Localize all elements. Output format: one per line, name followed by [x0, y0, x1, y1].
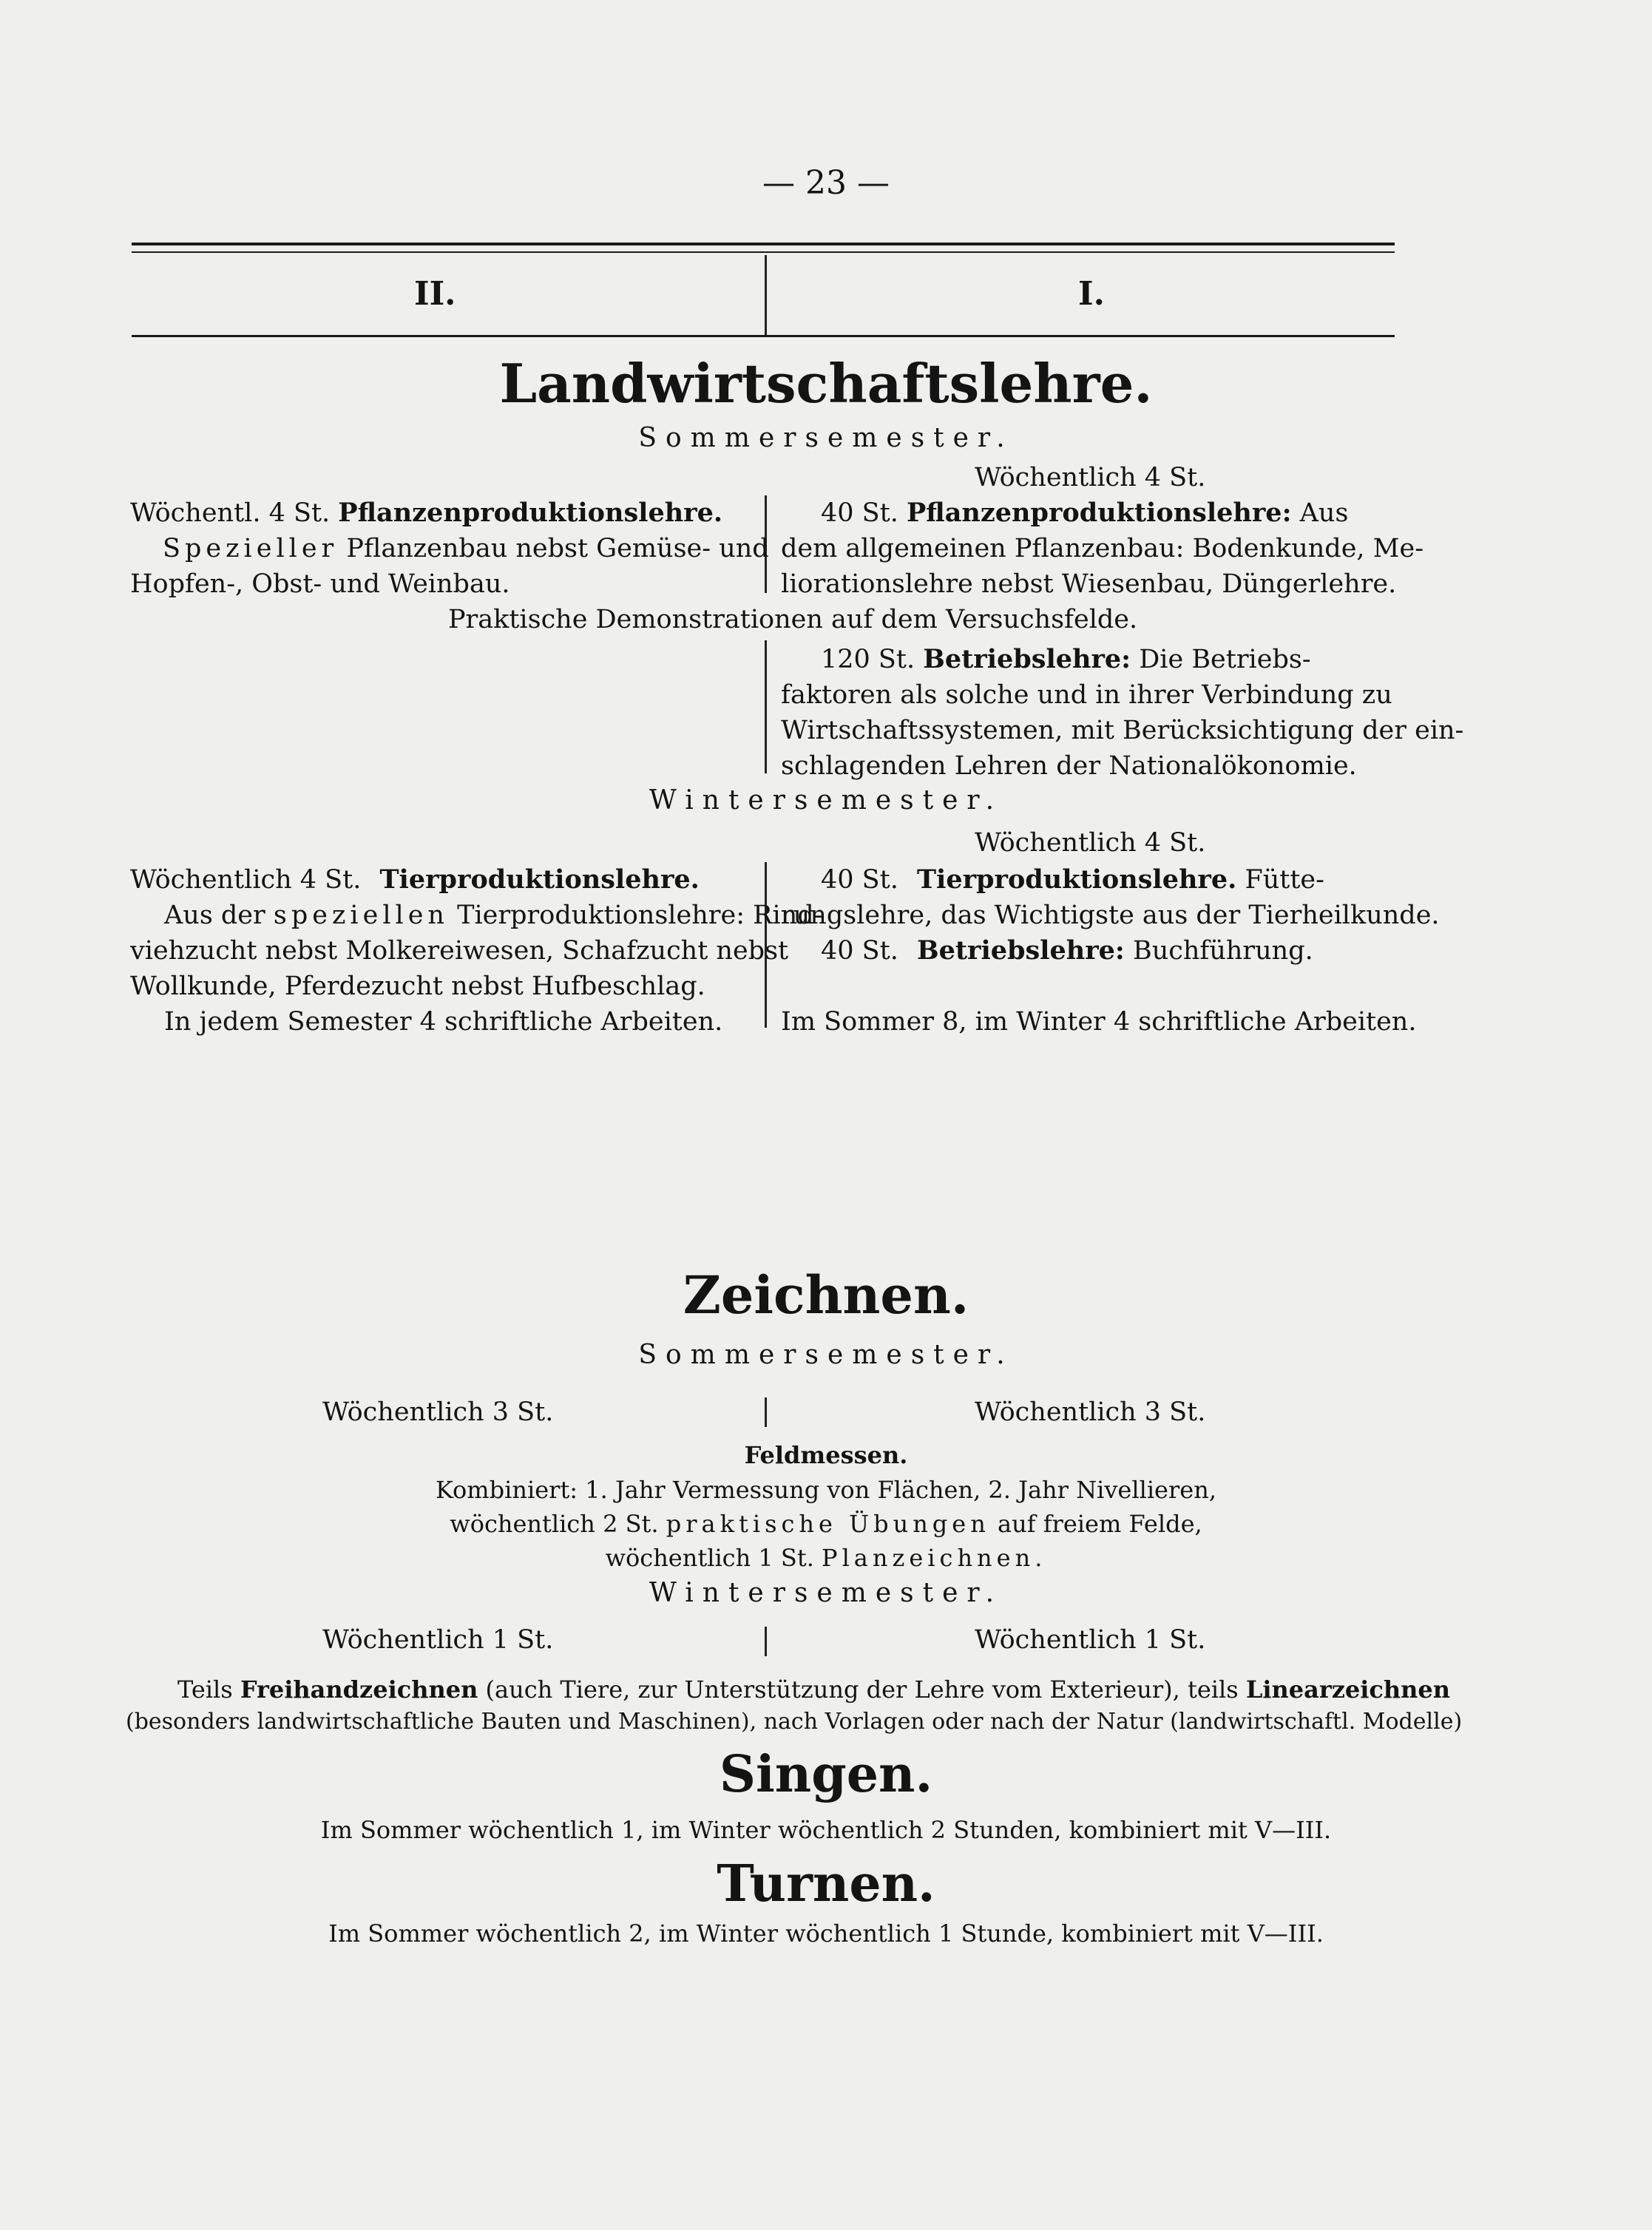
top-rule-thick: [132, 243, 1395, 245]
winter-right-line2: rungslehre, das Wichtigste aus der Tierheilkunde.: [781, 901, 1440, 930]
section-title-landwirtschaftslehre: Landwirtschaftslehre.: [499, 352, 1153, 415]
sommer-right-line2: dem allgemeinen Pflanzenbau: Bodenkunde, Me-: [781, 534, 1424, 563]
winter-right-line1: [821, 862, 1324, 898]
wintersemester-heading: Wintersemester.: [649, 785, 1003, 816]
zeichnen-winter-right: Wöchentlich 1 St.: [975, 1625, 1206, 1655]
page-number: — 23 —: [762, 164, 890, 202]
column-divider-header: [765, 255, 767, 336]
feldmessen-heading: Feldmessen.: [744, 1441, 908, 1469]
betrieb-tail: Die Betriebs-: [1139, 645, 1311, 674]
zeichnen-wintersemester-heading: Wintersemester.: [649, 1578, 1003, 1608]
winter-right-subject2: Betriebslehre:: [916, 935, 1125, 966]
betrieb-line4: schlagenden Lehren der Nationalökonomie.: [781, 751, 1357, 781]
column-divider-betrieb: [765, 640, 767, 773]
section-title-zeichnen: Zeichnen.: [683, 1264, 969, 1326]
betrieb-hours: 120 St.: [821, 645, 915, 674]
section-title-turnen: Turnen.: [717, 1854, 935, 1914]
betrieb-line3: Wirtschaftssystemen, mit Berücksichtigung der ein-: [781, 716, 1464, 745]
sommer-left-rest: Pflanzenbau nebst Gemüse- und: [346, 534, 769, 563]
winter-right-subject: Tierproduktionslehre.: [916, 864, 1237, 895]
zeichnen-line1: Kombiniert: 1. Jahr Vermessung von Flächen, 2. Jahr Nivellieren,: [435, 1476, 1216, 1504]
betrieb-line2: faktoren als solche und in ihrer Verbindung zu: [781, 680, 1392, 710]
zeichnen-divider-winter: [765, 1627, 767, 1656]
sommer-right-line3: liorationslehre nebst Wiesenbau, Düngerlehre.: [781, 569, 1397, 599]
zeichnen-sommer-left: Wöchentlich 3 St.: [322, 1397, 554, 1427]
zeichnen-sommer-right: Wöchentlich 3 St.: [975, 1397, 1206, 1427]
zeichnen-line3: [0, 1541, 1652, 1575]
winter-left-subject: Tierproduktionslehre.: [379, 864, 700, 895]
winter-right-line3: [821, 933, 1313, 969]
sommer-left-hours: Wöchentl. 4 St.: [130, 498, 331, 528]
winter-right-line4: Im Sommer 8, im Winter 4 schriftliche Arbeiten.: [781, 1007, 1417, 1037]
linearzeichnen: Linearzeichnen: [1245, 1675, 1451, 1704]
sommer-left-line3: Hopfen-, Obst- und Weinbau.: [130, 569, 510, 599]
betrieb-subject: Betriebslehre:: [923, 644, 1131, 674]
teils-a: Teils: [177, 1675, 233, 1704]
sommer-left-line1: [130, 495, 722, 531]
sommer-left-line2: [163, 531, 769, 566]
zeichnen-line3-spaced: Planzeichnen.: [822, 1544, 1047, 1572]
winter-right-hours2: 40 St.: [821, 865, 898, 895]
teils-b: (auch Tiere, zur Unterstützung der Lehre vom Exterieur), teils: [485, 1675, 1239, 1704]
sommer-right-subject: Pflanzenproduktionslehre:: [906, 498, 1292, 528]
betrieb-line1: [821, 642, 1311, 677]
winter-left-line3: viehzucht nebst Molkereiwesen, Schafzucht nebst: [130, 936, 789, 966]
sommer-left-spaced: Spezieller: [163, 534, 339, 563]
zeichnen-line2: [0, 1507, 1652, 1541]
sommer-shared-line: Praktische Demonstrationen auf dem Versuchsfelde.: [448, 605, 1138, 634]
zeichnen-winter-left: Wöchentlich 1 St.: [322, 1625, 554, 1655]
zeichnen-line2-b: auf freiem Felde,: [998, 1510, 1202, 1538]
zeichnen-line2-a: wöchentlich 2 St.: [450, 1510, 659, 1538]
header-bottom-rule: [132, 335, 1395, 337]
zeichnen-line2-spaced: praktische Übungen: [666, 1510, 990, 1538]
winter-left-line2: [164, 898, 822, 933]
singen-text: Im Sommer wöchentlich 1, im Winter wöchentlich 2 Stunden, kombiniert mit V—III.: [320, 1816, 1332, 1844]
zeichnen-line3-a: wöchentlich 1 St.: [605, 1544, 814, 1572]
section-title-singen: Singen.: [719, 1745, 933, 1804]
sommer-right-hours2: 40 St.: [821, 498, 898, 528]
sommer-right-line1: [821, 495, 1348, 531]
turnen-text: Im Sommer wöchentlich 2, im Winter wöchentlich 1 Stunde, kombiniert mit V—III.: [328, 1919, 1324, 1948]
winter-right-hours3: 40 St.: [821, 936, 898, 966]
teils-line1: [177, 1672, 1450, 1707]
sommer-left-subject: Pflanzenproduktionslehre.: [338, 498, 723, 528]
winter-right-hours: Wöchentlich 4 St.: [975, 828, 1206, 858]
winter-left-spaced: speziellen: [273, 901, 449, 930]
zeichnen-divider-sommer: [765, 1397, 767, 1427]
winter-left-line5: In jedem Semester 4 schriftliche Arbeiten.: [164, 1007, 723, 1037]
column-heading-left: II.: [414, 275, 456, 313]
winter-left-line1: [130, 862, 700, 898]
freihandzeichnen: Freihandzeichnen: [240, 1675, 478, 1704]
winter-right-tail2: Buchführung.: [1132, 936, 1313, 966]
winter-left-line4: Wollkunde, Pferdezucht nebst Hufbeschlag.: [130, 972, 705, 1001]
winter-left-b: Tierproduktionslehre: Rind-: [457, 901, 823, 930]
winter-right-tail: Fütte-: [1245, 865, 1324, 895]
column-heading-right: I.: [1078, 275, 1105, 313]
zeichnen-sommersemester-heading: Sommersemester.: [638, 1340, 1014, 1370]
teils-line2: (besonders landwirtschaftliche Bauten und Maschinen), nach Vorlagen oder nach der Natur (landwirtschaftl. Modelle): [126, 1709, 1463, 1735]
top-rule-thin: [132, 251, 1395, 253]
sommersemester-heading: Sommersemester.: [638, 423, 1014, 453]
sommer-right-tail: Aus: [1299, 498, 1349, 528]
winter-left-a: Aus der: [164, 901, 265, 930]
sommer-right-hours: Wöchentlich 4 St.: [975, 463, 1206, 492]
winter-left-hours: Wöchentlich 4 St.: [130, 865, 362, 895]
